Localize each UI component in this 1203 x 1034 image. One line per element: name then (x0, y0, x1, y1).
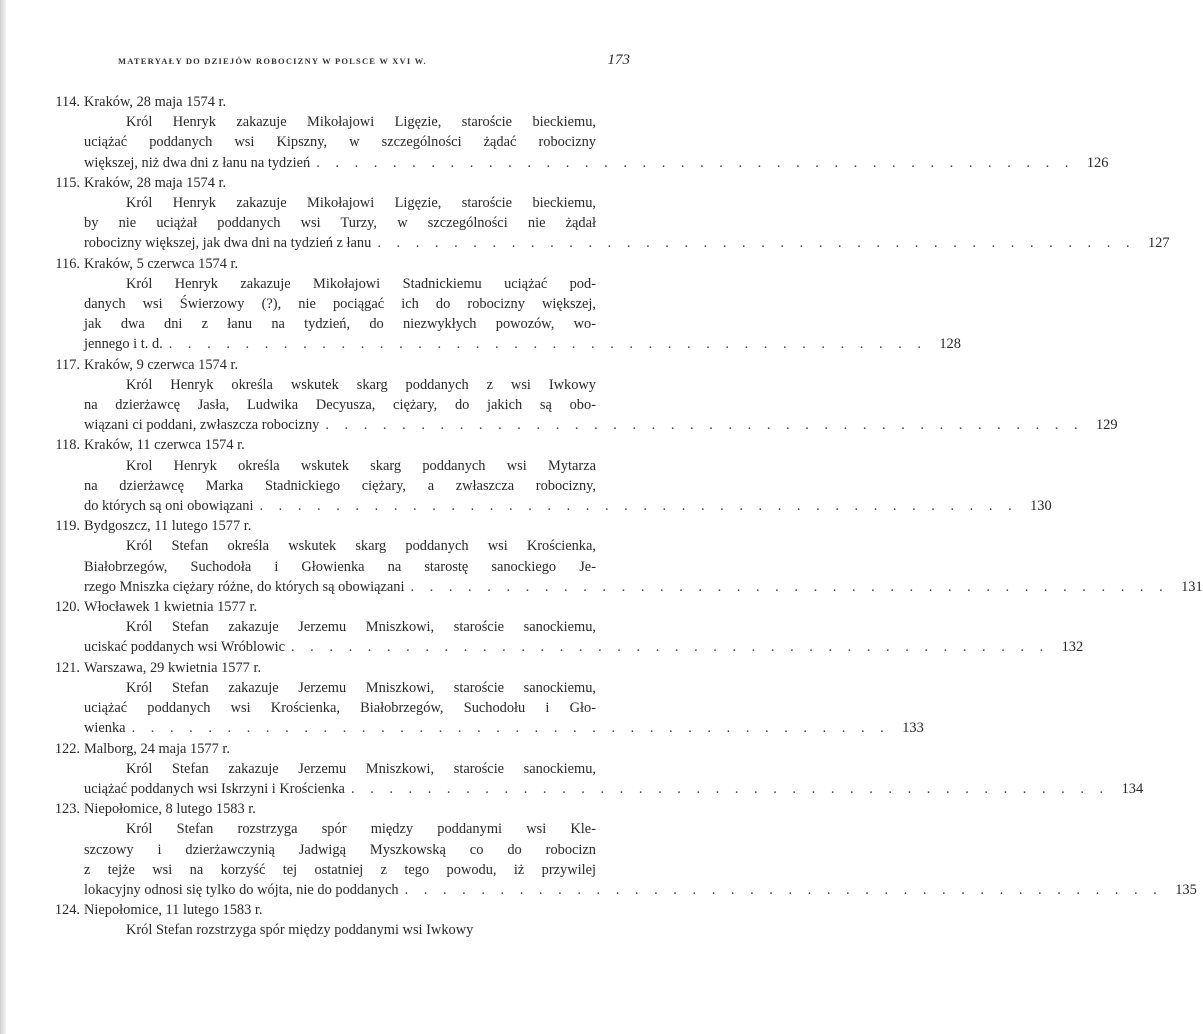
running-title: MATERYAŁY DO DZIEJÓW ROBOCIZNY W POLSCE W XVI W. (118, 56, 427, 66)
entry-number: 121. (54, 659, 80, 676)
summary-last-line (84, 153, 1109, 173)
entry-place-date: Kraków, 11 czerwca 1574 r. (84, 437, 245, 454)
summary-last-line (84, 233, 1170, 253)
summary-last-line (84, 637, 1084, 657)
entry-number: 123. (54, 801, 80, 818)
entry-heading (40, 900, 630, 920)
entry-place-date: Kraków, 9 czerwca 1574 r. (84, 356, 239, 373)
entry-number: 117. (55, 356, 80, 373)
dot-leader: . . . . . . . . . . . . . . . . . . . . . . . . . . . . . . . . . . . . . . . . (350, 780, 1110, 797)
entry (40, 92, 1109, 173)
page-edge (0, 0, 6, 1034)
summary-last-line (84, 718, 924, 738)
entry-heading (40, 739, 630, 759)
entry (40, 597, 1084, 658)
entry-summary (40, 819, 1197, 900)
entry-place-date: Bydgoszcz, 11 lutego 1577 r. (84, 518, 252, 535)
document-reference-number: 127 (1147, 235, 1170, 252)
entry-place-date: Niepołomice, 11 lutego 1583 r. (84, 902, 263, 919)
entry-heading (40, 516, 630, 536)
summary-line: Król Henryk zakazuje Mikołajowi Ligęzie, staroście bieckiemu, (126, 195, 596, 212)
page-number: 173 (607, 52, 630, 68)
document-reference-number: 135 (1175, 881, 1197, 898)
entry-summary (40, 536, 1203, 597)
entry-place-date: Kraków, 28 maja 1574 r. (84, 174, 227, 191)
summary-line: robocizny większej, jak dwa dni na tydzień z łanu (84, 235, 372, 252)
dot-leader: . . . . . . . . . . . . . . . . . . . . . . . . . . . . . . . . . . . . . . . . (290, 639, 1050, 656)
entry-number: 116. (55, 255, 80, 272)
entry-place-date: Kraków, 28 maja 1574 r. (84, 94, 227, 110)
summary-last-line (84, 496, 1052, 516)
summary-line: lokacyjny odnosi się tylko do wójta, nie do poddanych (84, 881, 399, 898)
entry-summary (40, 112, 1109, 173)
summary-line: na dzierżawcę Jasła, Ludwika Decyusza, ciężary, do jakich są obo- (84, 397, 596, 414)
entry-place-date: Kraków, 5 czerwca 1574 r. (84, 255, 239, 272)
entry-number: 119. (55, 518, 80, 535)
summary-last-line (84, 415, 1118, 435)
summary-line: z tejże wsi na korzyść tej ostatniej z tego powodu, iż przywilej (84, 861, 596, 878)
dot-leader: . . . . . . . . . . . . . . . . . . . . . . . . . . . . . . . . . . . . . . . . (325, 417, 1084, 434)
summary-line: Król Henryk zakazuje Mikołajowi Ligęzie, staroście bieckiemu, (126, 114, 596, 131)
summary-line: wienka (84, 720, 126, 737)
entry-number: 120. (54, 599, 80, 616)
summary-last-line (84, 880, 1197, 900)
entry-summary (40, 274, 961, 355)
document-reference-number: 132 (1061, 639, 1084, 656)
summary-line: danych wsi Świerzowy (?), nie pociągać ich do robocizny większej, (84, 296, 596, 313)
entry-heading (40, 435, 630, 455)
entry-heading (40, 355, 630, 375)
summary-line: Król Stefan określa wskutek skarg poddanych wsi Krościenka, (126, 538, 596, 555)
entry (40, 799, 1197, 900)
entry (40, 254, 961, 355)
dot-leader: . . . . . . . . . . . . . . . . . . . . . . . . . . . . . . . . . . . . . . . . (168, 336, 927, 353)
entry (40, 900, 630, 940)
dot-leader: . . . . . . . . . . . . . . . . . . . . . . . . . . . . . . . . . . . . . . . . (404, 881, 1163, 898)
summary-line: rzego Mniszka ciężary różne, do których są obowiązani (84, 578, 405, 595)
entry (40, 435, 1052, 516)
summary-line: do których są oni obowiązani (84, 498, 254, 515)
summary-line: Król Henryk określa wskutek skarg poddanych z wsi Iwkowy (126, 376, 596, 393)
document-reference-number: 134 (1121, 780, 1144, 797)
dot-leader: . . . . . . . . . . . . . . . . . . . . . . . . . . . . . . . . . . . . . . . . (410, 578, 1169, 595)
entry-place-date: Włocławek 1 kwietnia 1577 r. (84, 599, 258, 616)
dot-leader: . . . . . . . . . . . . . . . . . . . . . . . . . . . . . . . . . . . . . . . . (131, 720, 890, 737)
summary-line: Krol Henryk określa wskutek skarg poddanych wsi Mytarza (126, 457, 596, 474)
summary-line: uciążać poddanych wsi Iskrzyni i Krościenka (84, 780, 345, 797)
running-header (78, 52, 630, 72)
summary-line: by nie uciążał poddanych wsi Turzy, w szczególności nie żądał (84, 215, 596, 232)
dot-leader: . . . . . . . . . . . . . . . . . . . . . . . . . . . . . . . . . . . . . . . . (316, 154, 1075, 171)
summary-line: Król Henryk zakazuje Mikołajowi Stadnickiemu uciążać pod- (126, 275, 596, 292)
entry-heading (40, 597, 630, 617)
entry (40, 516, 1203, 597)
document-reference-number: 130 (1030, 498, 1052, 515)
entry-heading (40, 92, 630, 112)
entry-summary (40, 920, 630, 940)
summary-last-line (84, 334, 961, 354)
entry-summary (40, 759, 1144, 799)
document-reference-number: 129 (1095, 417, 1118, 434)
entry-list (40, 92, 1203, 941)
entry-summary (40, 193, 1170, 254)
entry-heading (40, 658, 630, 678)
summary-line: szczowy i dzierżawczynią Jadwigą Myszkowską co do robocizn (84, 841, 596, 858)
dot-leader: . . . . . . . . . . . . . . . . . . . . . . . . . . . . . . . . . . . . . . . . (377, 235, 1136, 252)
summary-line: na dzierżawcę Marka Stadnickiego ciężary, a zwłaszcza robocizny, (84, 477, 596, 494)
entry-number: 115. (55, 174, 80, 191)
entry (40, 658, 924, 739)
summary-last-line (84, 577, 1203, 597)
entry-summary (40, 456, 1052, 517)
summary-line: wiązani ci poddani, zwłaszcza robocizny (84, 417, 320, 434)
summary-line: większej, niż dwa dni z łanu na tydzień (84, 154, 311, 171)
entry (40, 173, 1170, 254)
entry-place-date: Niepołomice, 8 lutego 1583 r. (84, 801, 256, 818)
summary-line: uciskać poddanych wsi Wróblowic (84, 639, 285, 656)
entry-place-date: Malborg, 24 maja 1577 r. (84, 740, 231, 757)
entry-summary (40, 375, 1118, 436)
summary-line: Król Stefan rozstrzyga spór między poddanymi wsi Iwkowy (126, 922, 474, 939)
summary-line: uciążać poddanych wsi Krościenka, Białobrzegów, Suchodołu i Gło- (84, 700, 596, 717)
document-reference-number: 133 (902, 720, 924, 737)
summary-line: Król Stefan zakazuje Jerzemu Mniszkowi, staroście sanockiemu, (126, 679, 596, 696)
entry-heading (40, 254, 630, 274)
summary-line: uciążać poddanych wsi Kipszny, w szczególności żądać robocizny (84, 134, 596, 151)
summary-line: Białobrzegów, Suchodoła i Głowienka na starostę sanockiego Je- (84, 558, 596, 575)
document-reference-number: 126 (1086, 154, 1109, 171)
entry-number: 124. (54, 902, 80, 919)
entry-heading (40, 173, 630, 193)
document-reference-number: 131 (1181, 578, 1203, 595)
entry-place-date: Warszawa, 29 kwietnia 1577 r. (84, 659, 262, 676)
entry (40, 739, 1144, 800)
entry-summary (40, 617, 1084, 657)
summary-line: Król Stefan zakazuje Jerzemu Mniszkowi, staroście sanockiemu, (126, 760, 596, 777)
summary-last-line (84, 779, 1144, 799)
summary-line: Król Stefan zakazuje Jerzemu Mniszkowi, staroście sanockiemu, (126, 619, 596, 636)
dot-leader: . . . . . . . . . . . . . . . . . . . . . . . . . . . . . . . . . . . . . . . . (259, 498, 1018, 515)
summary-line: jak dwa dni z łanu na tydzień, do niezwykłych powozów, wo- (84, 316, 596, 333)
entry-heading (40, 799, 630, 819)
entry-summary (40, 678, 924, 739)
document-reference-number: 128 (939, 336, 961, 353)
entry-number: 122. (54, 740, 80, 757)
entry-number: 114. (55, 94, 80, 110)
summary-line: Król Stefan rozstrzyga spór między poddanymi wsi Kle- (126, 821, 596, 838)
summary-line: jennego i t. d. (84, 336, 163, 353)
entry-number: 118. (55, 437, 80, 454)
entry (40, 355, 1118, 436)
